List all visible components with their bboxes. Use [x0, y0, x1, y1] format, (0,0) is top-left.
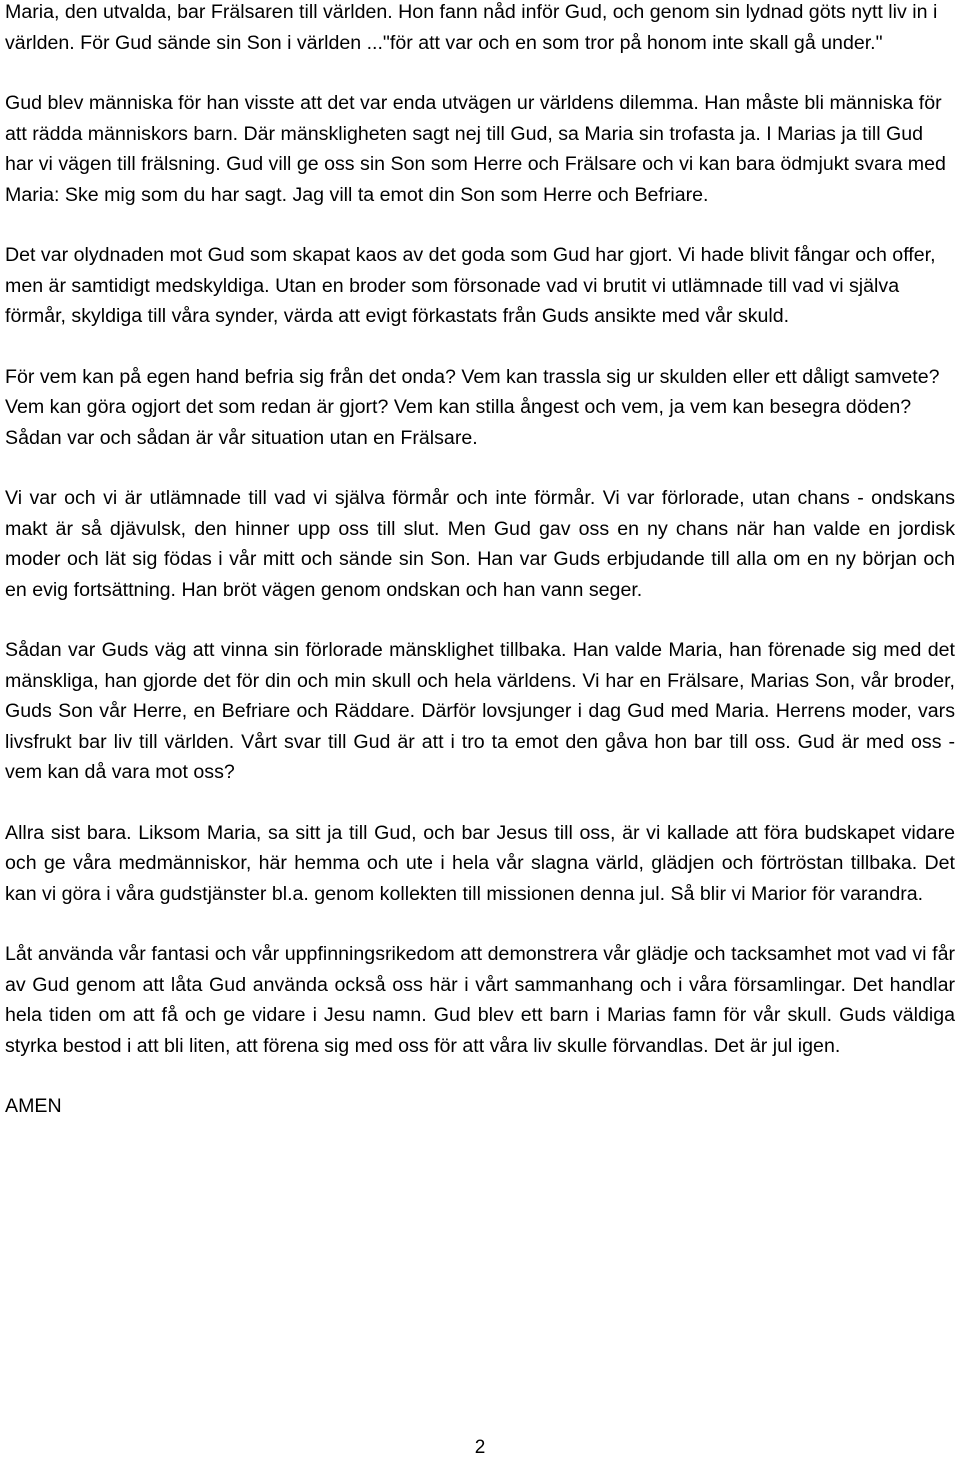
paragraph-2: Gud blev människa för han visste att det var enda utvägen ur världens dilemma. Han måste bli människa för att rädda människors barn. Där mänskligheten sagt nej till Gud, sa Maria sin trofasta ja. I Marias ja till Gud har vi vägen till frälsning. Gud vill ge oss sin Son som Herre och Frälsare och vi kan bara ödmjukt svara med Maria: Ske mig som du har sagt. Jag vill ta emot din Son som Herre och Befriare.	[5, 92, 946, 206]
paragraph-3: Det var olydnaden mot Gud som skapat kaos av det goda som Gud har gjort. Vi hade blivit fångar och offer, men är samtidigt medskyldiga. Utan en broder som försonade vad vi brutit vi utlämnade till vad vi själva förmår, skyldiga till våra synder, värda att evigt förkastats från Guds ansikte med vår skuld.	[5, 244, 936, 327]
document-page	[5, 0, 955, 1122]
paragraph-1: Maria, den utvalda, bar Frälsaren till världen. Hon fann nåd inför Gud, och genom sin lydnad göts nytt liv in i världen. För Gud sände sin Son i världen ..."för att var och en som tror på honom inte skall gå under."	[5, 1, 938, 54]
paragraph-4: För vem kan på egen hand befria sig från det onda? Vem kan trassla sig ur skulden eller ett dåligt samvete? Vem kan göra ogjort det som redan är gjort? Vem kan stilla ångest och vem, ja vem kan besegra döden? Sådan var och sådan är vår situation utan en Frälsare.	[5, 365, 940, 449]
paragraph-7: Allra sist bara. Liksom Maria, sa sitt ja till Gud, och bar Jesus till oss, är vi kallade att föra budskapet vidare och ge våra medmänniskor, här hemma och ute i hela vår slagna värld, glädjen och förtröstan tillbaka. Det kan vi göra i våra gudstjänster bl.a. genom kollekten till missionen denna jul. Så blir vi Marior för varandra.	[5, 821, 955, 905]
closing-amen: AMEN	[5, 1095, 62, 1117]
paragraph-5: Vi var och vi är utlämnade till vad vi själva förmår och inte förmår. Vi var förlorade, utan chans - ondskans makt är så djävulsk, den hinner upp oss till slut. Men Gud gav oss en ny chans när han valde en jordisk moder och lät sig födas i vår mitt och sände sin Son. Han var Guds erbjudande till alla om en ny början och en evig fortsättning. Han bröt vägen genom ondskan och han vann seger.	[5, 487, 955, 601]
paragraph-6: Sådan var Guds väg att vinna sin förlorade mänsklighet tillbaka. Han valde Maria, han förenade sig med det mänskliga, han gjorde det för din och min skull och hela världens. Vi har en Frälsare, Marias Son, vår broder, Guds Son vår Herre, en Befriare och Räddare. Därför lovsjunger i dag Gud med Maria. Herrens moder, vars livsfrukt bar liv till världen. Vårt svar till Gud är att i tro ta emot den gåva hon bar till oss. Gud är med oss - vem kan då vara mot oss?	[5, 639, 955, 783]
paragraph-8: Låt använda vår fantasi och vår uppfinningsrikedom att demonstrera vår glädje och tacksamhet mot vad vi får av Gud genom att låta Gud använda också oss här i vårt sammanhang och i våra församlingar. Det handlar hela tiden om att få och ge vidare i Jesu namn. Gud blev ett barn i Marias famn för vår skull. Guds väldiga styrka bestod i att bli liten, att förena sig med oss för att våra liv skulle förvandlas. Det är jul igen.	[5, 943, 955, 1057]
page-number: 2	[474, 1437, 486, 1458]
